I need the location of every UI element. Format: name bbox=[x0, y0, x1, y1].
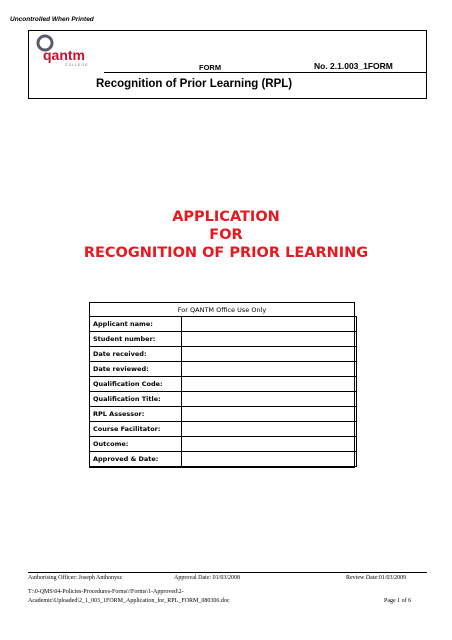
approved-date-field[interactable] bbox=[182, 452, 357, 467]
logo-brand: qantm bbox=[43, 47, 85, 63]
form-title: Recognition of Prior Learning (RPL) bbox=[96, 78, 293, 90]
field-label: Outcome: bbox=[90, 437, 182, 452]
field-label: Qualification Code: bbox=[90, 377, 182, 392]
page-number: Page 1 of 6 bbox=[384, 598, 412, 604]
office-use-table bbox=[89, 316, 357, 467]
table-row bbox=[90, 422, 357, 437]
form-label: FORM bbox=[199, 63, 222, 72]
table-row bbox=[90, 437, 357, 452]
field-label: Approved & Date: bbox=[90, 452, 182, 467]
field-label: RPL Assessor: bbox=[90, 407, 182, 422]
student-number-field[interactable] bbox=[182, 332, 357, 347]
application-title bbox=[0, 208, 452, 262]
table-row bbox=[90, 377, 357, 392]
field-label: Student number: bbox=[90, 332, 182, 347]
file-path-line-2: Academic\Uploaded\2_1_003_1FORM_Application_for_RPL_FORM_080306.doc bbox=[28, 598, 230, 604]
course-facilitator-field[interactable] bbox=[182, 422, 357, 437]
field-label: Date received: bbox=[90, 347, 182, 362]
field-label: Qualification Title: bbox=[90, 392, 182, 407]
authorising-officer: Authorising Officer: Joseph Anthonysz bbox=[28, 575, 123, 581]
field-label: Course Facilitator: bbox=[90, 422, 182, 437]
field-label: Applicant name: bbox=[90, 317, 182, 332]
approval-date: Approval Date: 01/03/2008 bbox=[174, 575, 240, 581]
file-path-line-1: T:\0-QMS\04-Policies-Procedures-Forms\!Forms\1-Approved\2- bbox=[28, 589, 184, 595]
date-received-field[interactable] bbox=[182, 347, 357, 362]
title-line-3: RECOGNITION OF PRIOR LEARNING bbox=[83, 245, 369, 261]
table-row bbox=[90, 392, 357, 407]
logo-sub: C O L L E G E bbox=[65, 63, 88, 67]
review-date: Review Date:01/03/2009 bbox=[346, 575, 407, 581]
form-number: No. 2.1.003_1FORM bbox=[314, 61, 393, 71]
outcome-field[interactable] bbox=[182, 437, 357, 452]
office-use-caption: For QANTM Office Use Only bbox=[177, 306, 267, 314]
field-label: Date reviewed: bbox=[90, 362, 182, 377]
qantm-logo bbox=[34, 34, 104, 68]
qualification-title-field[interactable] bbox=[182, 392, 357, 407]
uncontrolled-banner: Uncontrolled When Printed bbox=[10, 16, 94, 23]
table-row bbox=[90, 347, 357, 362]
header-divider bbox=[104, 72, 427, 73]
table-row bbox=[90, 452, 357, 467]
table-row bbox=[90, 317, 357, 332]
table-row bbox=[90, 362, 357, 377]
footer-divider bbox=[28, 572, 427, 573]
title-line-2: FOR bbox=[209, 227, 243, 243]
table-row bbox=[90, 332, 357, 347]
applicant-name-field[interactable] bbox=[182, 317, 357, 332]
table-row bbox=[90, 407, 357, 422]
qualification-code-field[interactable] bbox=[182, 377, 357, 392]
title-line-1: APPLICATION bbox=[172, 209, 280, 225]
date-reviewed-field[interactable] bbox=[182, 362, 357, 377]
rpl-assessor-field[interactable] bbox=[182, 407, 357, 422]
